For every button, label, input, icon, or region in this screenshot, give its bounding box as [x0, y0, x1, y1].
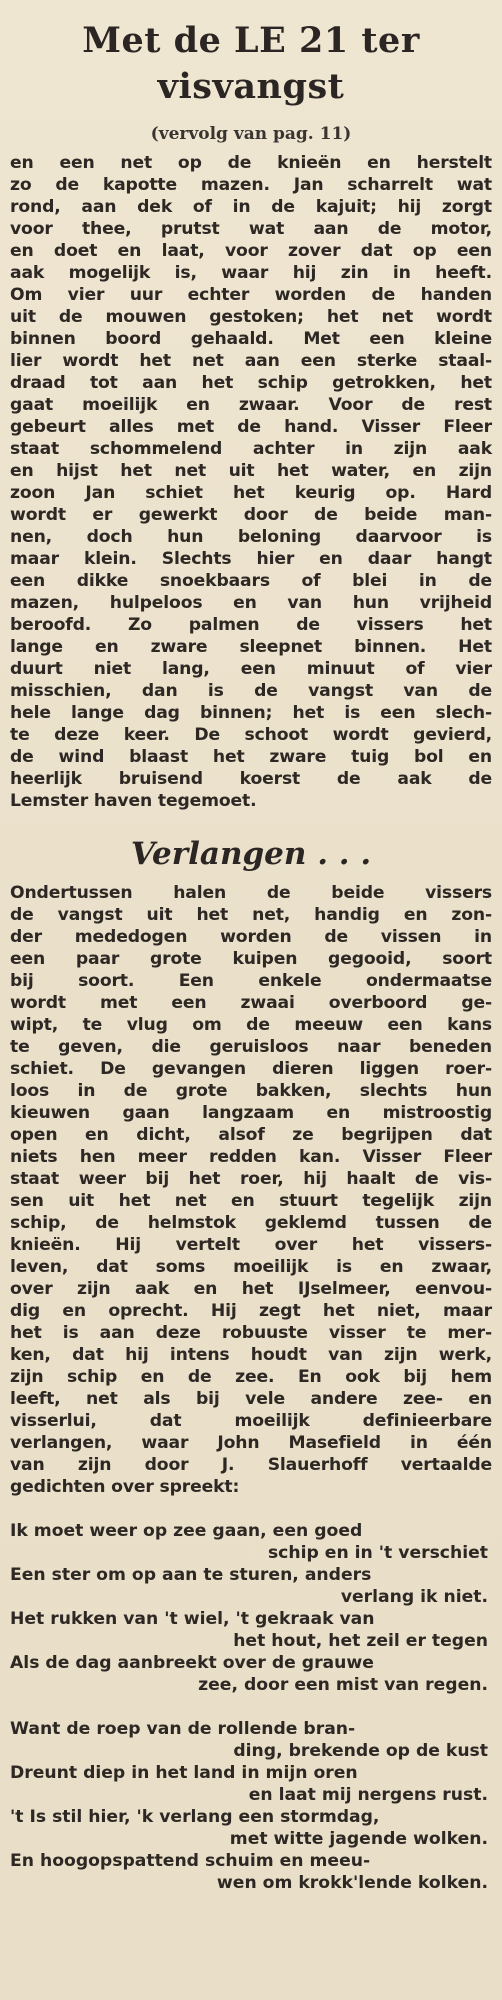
text-line: staat weer bij het roer, hij haalt de vis- — [10, 1169, 492, 1189]
text-line: en een net op de knieën en herstelt — [10, 153, 492, 173]
poem-stanza-1 — [10, 1520, 492, 1696]
text-line: schiet. De gevangen dieren liggen roer- — [10, 1059, 492, 1079]
text-line: maar klein. Slechts hier en daar hangt — [10, 549, 492, 569]
text-line: zoon Jan schiet het keurig op. Hard — [10, 483, 492, 503]
poem-line: Het rukken van 't wiel, 't gekraak van — [10, 1609, 375, 1629]
poem-line: ding, brekende op de kust — [233, 1741, 488, 1761]
text-line: een dikke snoekbaars of blei in de — [10, 571, 492, 591]
poem-quote — [10, 1520, 492, 1894]
poem-line: zee, door een mist van regen. — [198, 1675, 488, 1695]
text-line: te deze keer. De schoot wordt gevierd, — [10, 725, 492, 745]
text-line: en hijst het net uit het water, en zijn — [10, 461, 492, 481]
text-line: Ondertussen halen de beide vissers — [10, 883, 492, 903]
article-headline — [10, 18, 492, 110]
text-line: duurt niet lang, een minuut of vier — [10, 659, 492, 679]
text-line: beroofd. Zo palmen de vissers het — [10, 615, 492, 635]
text-line: zijn schip en de zee. En ook bij hem — [10, 1367, 492, 1387]
text-line: misschien, dan is de vangst van de — [10, 681, 492, 701]
text-line: leeft, net als bij vele andere zee- en — [10, 1389, 492, 1409]
text-line: te geven, die geruisloos naar beneden — [10, 1037, 492, 1057]
text-line: wipt, te vlug om de meeuw een kans — [10, 1015, 492, 1035]
text-line: de wind blaast het zware tuig bol en — [10, 747, 492, 767]
text-line: wordt met een zwaai overboord ge- — [10, 993, 492, 1013]
poem-line: verlang ik niet. — [340, 1587, 488, 1607]
text-line: hele lange dag binnen; het is een slech- — [10, 703, 492, 723]
poem-line: en laat mij nergens rust. — [248, 1785, 488, 1805]
text-line: draad tot aan het schip getrokken, het — [10, 373, 492, 393]
headline-line-1: Met de LE 21 ter — [82, 20, 420, 61]
poem-line: Ik moet weer op zee gaan, een goed — [10, 1521, 363, 1541]
text-line: zo de kapotte mazen. Jan scharrelt wat — [10, 175, 492, 195]
text-line: het is aan deze robuuste visser te mer- — [10, 1323, 492, 1343]
text-line: heerlijk bruisend koerst de aak de — [10, 769, 492, 789]
text-line: nen, doch hun beloning daarvoor is — [10, 527, 492, 547]
article-paragraph-2 — [10, 882, 492, 1498]
text-line: der mededogen worden de vissen in — [10, 927, 492, 947]
text-line: gaat moeilijk en zwaar. Voor de rest — [10, 395, 492, 415]
poem-line: En hoogopspattend schuim en meeu- — [10, 1851, 371, 1871]
poem-line: wen om krokk'lende kolken. — [216, 1873, 488, 1893]
text-line: sen uit het net en stuurt tegelijk zijn — [10, 1191, 492, 1211]
text-line: wordt er gewerkt door de beide man- — [10, 505, 492, 525]
text-line: dig en oprecht. Hij zegt het niet, maar — [10, 1301, 492, 1321]
poem-line: Een ster om op aan te sturen, anders — [10, 1565, 372, 1585]
poem-line: schip en in 't verschiet — [267, 1543, 488, 1563]
text-line: ken, dat hij intens houdt van zijn werk, — [10, 1345, 492, 1365]
article-paragraph-1 — [10, 152, 492, 812]
text-line: leven, dat soms moeilijk is en zwaar, — [10, 1257, 492, 1277]
text-line: bij soort. Een enkele ondermaatse — [10, 971, 492, 991]
text-line: staat schommelend achter in zijn aak — [10, 439, 492, 459]
text-line: aak mogelijk is, waar hij zin in heeft. — [10, 263, 492, 283]
section-heading: Verlangen . . . — [130, 836, 372, 872]
poem-line: 't Is stil hier, 'k verlang een stormdag, — [10, 1807, 380, 1827]
text-line: lier wordt het net aan een sterke staal- — [10, 351, 492, 371]
text-line: gebeurt alles met de hand. Visser Fleer — [10, 417, 492, 437]
text-line: gedichten over spreekt: — [10, 1477, 240, 1497]
text-line: mazen, hulpeloos en van hun vrijheid — [10, 593, 492, 613]
text-line: over zijn aak en het IJselmeer, eenvou- — [10, 1279, 492, 1299]
text-line: visserlui, dat moeilijk definieerbare — [10, 1411, 492, 1431]
text-line: kieuwen gaan langzaam en mistroostig — [10, 1103, 492, 1123]
text-line: een paar grote kuipen gegooid, soort — [10, 949, 492, 969]
text-line: van zijn door J. Slauerhoff vertaalde — [10, 1455, 492, 1475]
headline-line-2: visvangst — [157, 66, 345, 107]
text-line: loos in de grote bakken, slechts hun — [10, 1081, 492, 1101]
poem-line: Dreunt diep in het land in mijn oren — [10, 1763, 358, 1783]
text-line: en doet en laat, voor zover dat op een — [10, 241, 492, 261]
poem-line: Want de roep van de rollende bran- — [10, 1719, 356, 1739]
text-line: Lemster haven tegemoet. — [10, 791, 257, 811]
poem-stanza-2 — [10, 1718, 492, 1894]
text-line: binnen boord gehaald. Met een kleine — [10, 329, 492, 349]
text-line: voor thee, prutst wat aan de motor, — [10, 219, 492, 239]
text-line: verlangen, waar John Masefield in één — [10, 1433, 492, 1453]
poem-line: met witte jagende wolken. — [229, 1829, 488, 1849]
text-line: rond, aan dek of in de kajuit; hij zorgt — [10, 197, 492, 217]
text-line: knieën. Hij vertelt over het vissers- — [10, 1235, 492, 1255]
text-line: Om vier uur echter worden de handen — [10, 285, 492, 305]
text-line: schip, de helmstok geklemd tussen de — [10, 1213, 492, 1233]
text-line: open en dicht, alsof ze begrijpen dat — [10, 1125, 492, 1145]
text-line: uit de mouwen gestoken; het net wordt — [10, 307, 492, 327]
continuation-note: (vervolg van pag. 11) — [150, 124, 352, 144]
text-line: lange en zware sleepnet binnen. Het — [10, 637, 492, 657]
text-line: niets hen meer redden kan. Visser Fleer — [10, 1147, 492, 1167]
poem-line: Als de dag aanbreekt over de grauwe — [10, 1653, 374, 1673]
text-line: de vangst uit het net, handig en zon- — [10, 905, 492, 925]
poem-line: het hout, het zeil er tegen — [233, 1631, 488, 1651]
